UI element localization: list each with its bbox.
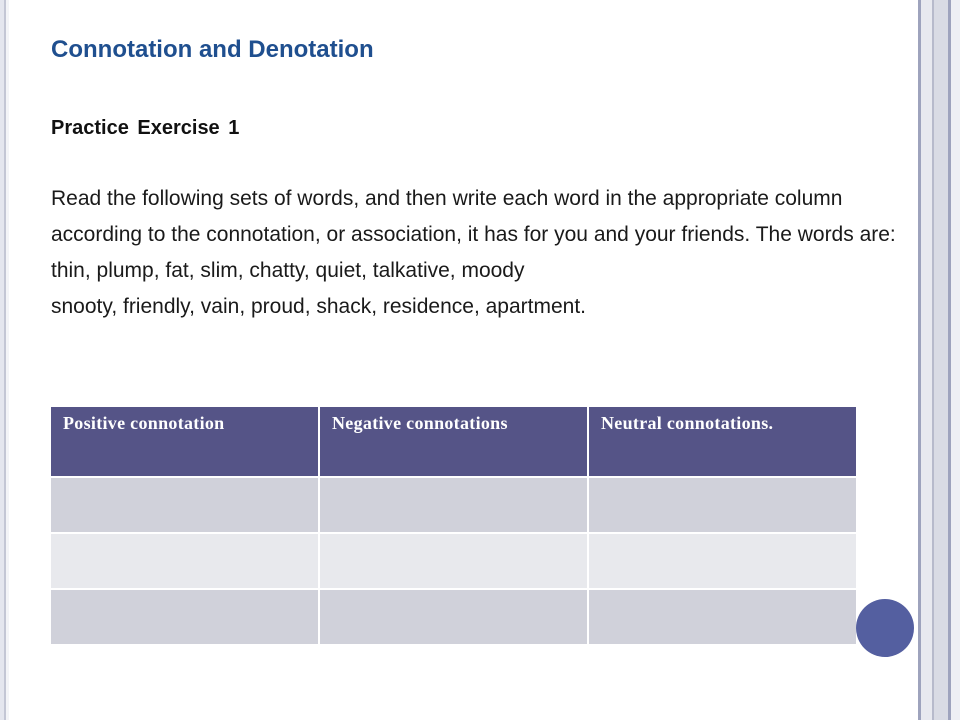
instructions-paragraph-1: Read the following sets of words, and then write each word in the appropriate column according to the connotation, or association, it has for you and your friends. The words are: thin, plump, fat, slim, chatty, quiet, talkative, moody (51, 187, 896, 282)
table-cell (50, 477, 319, 533)
table-row (50, 533, 857, 589)
table-cell (588, 589, 857, 645)
instructions-paragraph-2: snooty, friendly, vain, proud, shack, residence, apartment. (51, 295, 586, 318)
table-cell (50, 589, 319, 645)
header-positive: Positive connotation (50, 406, 319, 477)
table-header-row (50, 406, 857, 477)
instructions-text (51, 181, 916, 325)
decorative-circle (856, 599, 914, 657)
connotation-table (49, 405, 858, 646)
table-row (50, 589, 857, 645)
table-cell (588, 477, 857, 533)
slide-right-border (918, 0, 960, 720)
slide-subtitle: Practice Exercise 1 (51, 117, 240, 139)
header-negative: Negative connotations (319, 406, 588, 477)
table-cell (319, 477, 588, 533)
table-cell (588, 533, 857, 589)
table-cell (319, 589, 588, 645)
header-neutral: Neutral connotations. (588, 406, 857, 477)
slide-title: Connotation and Denotation (51, 36, 374, 63)
table-cell (319, 533, 588, 589)
table-cell (50, 533, 319, 589)
slide-left-border (0, 0, 9, 720)
table-row (50, 477, 857, 533)
